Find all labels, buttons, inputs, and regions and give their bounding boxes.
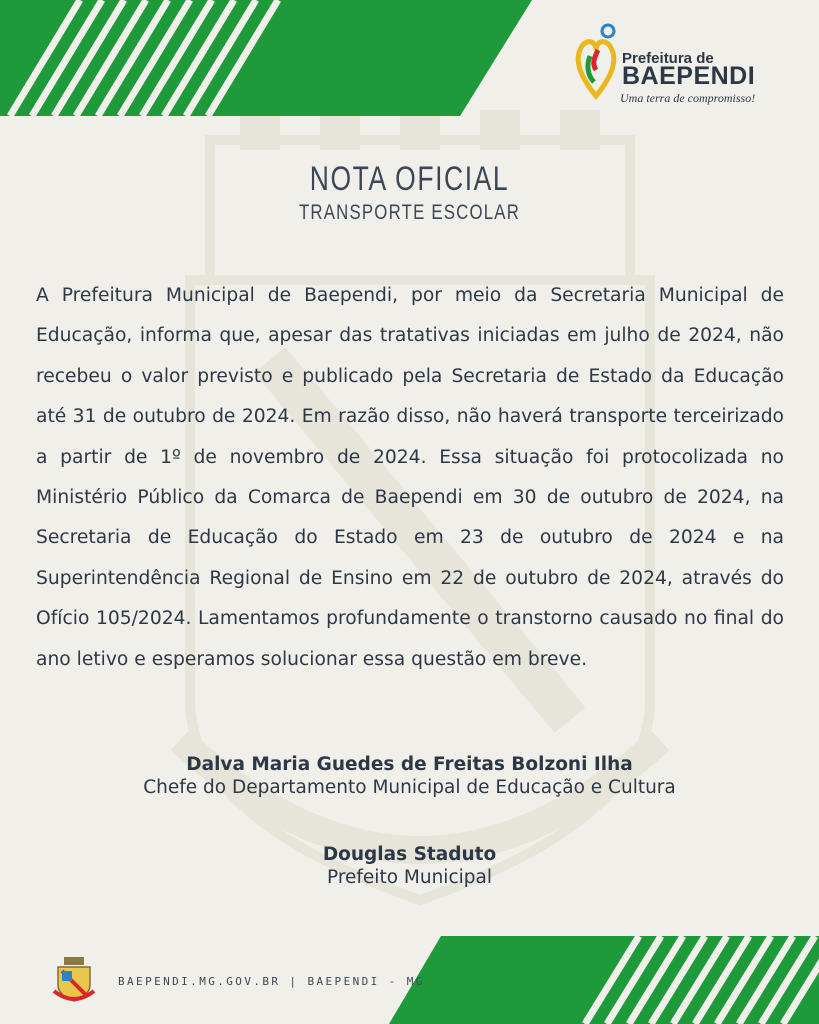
notice-title: NOTA OFICIAL <box>309 160 510 198</box>
top-decorative-band <box>0 0 540 116</box>
logo-heart-icon <box>572 22 620 102</box>
logo-title-line2: BAEPENDI <box>622 62 756 90</box>
municipal-crest-icon <box>52 955 96 1005</box>
logo-tagline: Uma terra de compromisso! <box>620 91 756 105</box>
bottom-decorative-band <box>389 936 819 1024</box>
logo-title-line1: Prefeitura de <box>622 50 714 67</box>
signature-role: Chefe do Departamento Municipal de Educação e Cultura <box>143 777 676 798</box>
notice-body: A Prefeitura Municipal de Baependi, por meio da Secretaria Municipal de Educação, informa que, apesar das tratativas iniciadas em julho de 2024, não recebeu o valor previsto e publicado pela Secretaria de Estado da Educação até 31 de outubro de 2024. Em razão disso, não haverá transporte terceirizado a partir de 1º de novembro de 2024. Essa situação foi protocolizada no Ministério Público da Comarca de Baependi em 30 de outubro de 2024, na Secretaria de Educação do Estado em 23 de outubro de 2024 e na Superintendência Regional de Ensino em 22 de outubro de 2024, através do Ofício 105/2024. Lamentamos profundamente o transtorno causado no final do ano letivo e esperamos solucionar essa questão em breve. <box>36 285 784 670</box>
notice-subtitle: TRANSPORTE ESCOLAR <box>298 201 521 224</box>
signature-block-2 <box>0 844 819 888</box>
signature-role: Prefeito Municipal <box>327 867 492 888</box>
footer-website: BAEPENDI.MG.GOV.BR | BAEPENDI - MG <box>118 975 425 988</box>
prefeitura-logo <box>572 22 772 112</box>
signature-block-1 <box>0 754 819 798</box>
signature-name: Dalva Maria Guedes de Freitas Bolzoni Ilha <box>186 754 633 775</box>
notice-header <box>0 160 819 225</box>
signature-name: Douglas Staduto <box>322 844 497 865</box>
